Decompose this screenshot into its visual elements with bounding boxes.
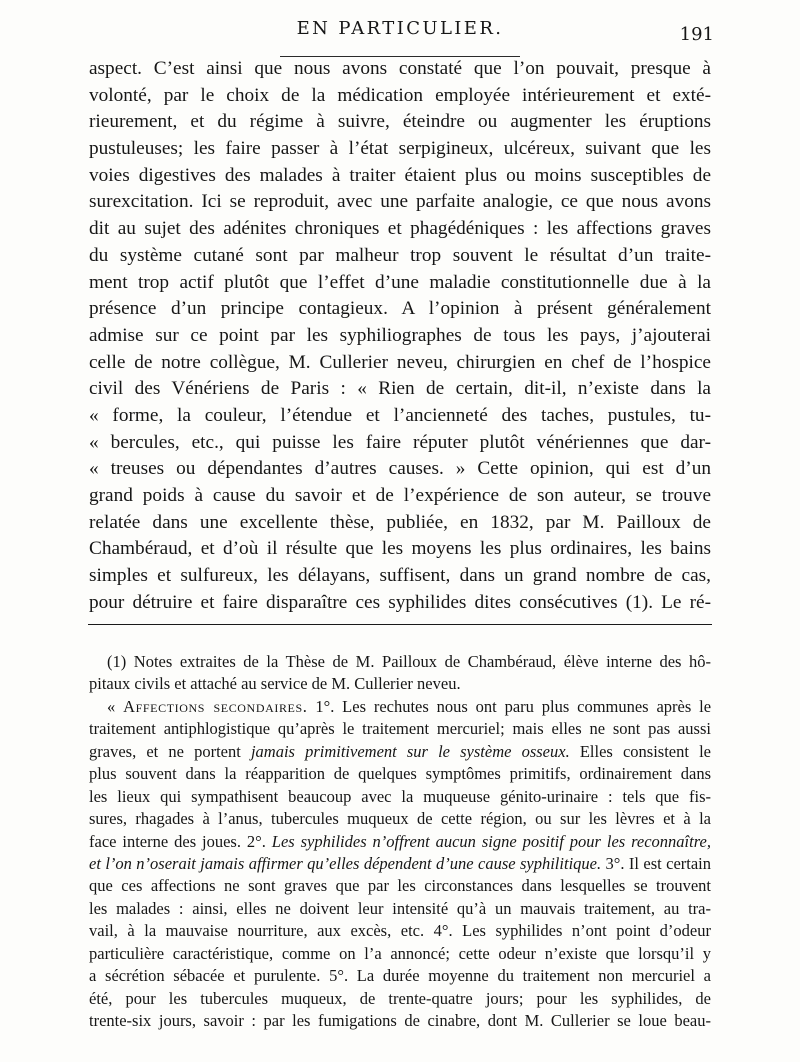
text-line: du système cutané sont par malheur trop souvent le résultat d’un traite- (89, 244, 711, 266)
italic-text: Les syphilides n’offrent aucun signe positif pour les reconnaître, (271, 831, 711, 851)
text-line: relatée dans une excellente thèse, publiée, en 1832, par M. Pailloux de (89, 511, 711, 533)
footnote-line: (1) Notes extraites de la Thèse de M. Pailloux de Chambéraud, élève interne des hô- (107, 652, 711, 671)
footnote-line: les malades : ainsi, elles ne doivent leur intensité qu’à un mauvais traitement, au tra- (89, 898, 711, 918)
footnote-line (89, 741, 711, 763)
text-line: surexcitation. Ici se reproduit, avec une parfaite analogie, ce que nous avons (89, 191, 711, 213)
text-line: ment trop actif plutôt que l’effet d’une maladie constitutionnelle due à la (89, 271, 711, 293)
footnote-line: été, pour les tubercules muqueux, de trente-quatre jours; pour les syphilides, de (89, 988, 711, 1008)
footnote-text: 3°. Il est certain (601, 853, 711, 873)
footnote-line: a sécrétion sébacée et purulente. 5°. La durée moyenne du traitement non mercuriel a (89, 966, 711, 986)
text-line: présence d’un principe contagieux. A l’opinion à présent généralement (89, 298, 711, 320)
italic-text: jamais primitivement sur le système osseux. (250, 741, 570, 761)
text-line: aspect. C’est ainsi que nous avons constaté que l’on pouvait, presque à (89, 58, 711, 79)
text-line: celle de notre collègue, M. Cullerier neveu, chirurgien en chef de l’hospice (89, 351, 711, 373)
footnote-line: pitaux civils et attaché au service de M. Cullerier neveu. (89, 674, 461, 694)
text-line: admise sur ce point par les syphiliographes de tous les pays, j’ajouterai (89, 324, 711, 346)
running-header (0, 14, 800, 44)
footnote-line (89, 853, 711, 875)
footnote-line: trente-six jours, savoir : par les fumigations de cinabre, dont M. Cullerier se loue beau- (89, 1011, 711, 1030)
footnote-line: vail, à la mauvaise nourriture, aux excès, etc. 4°. Les syphilides n’ont point d’odeur (89, 921, 711, 941)
text-line: dit au sujet des adénites chroniques et phagédéniques : les affections graves (89, 218, 711, 240)
text-line: simples et sulfureux, les délayans, suffisent, dans un grand nombre de cas, (89, 565, 711, 587)
text-line: pour détruire et faire disparaître ces syphilides dites consécutives (1). Le ré- (89, 591, 711, 613)
footnote-text: face interne des joues. 2°. (89, 831, 272, 851)
footnote-text: 1°. Les rechutes nous ont paru plus communes après le (307, 696, 711, 716)
footnote-line: particulière caractéristique, comme on l’a annoncé; cette odeur n’existe que lorsqu’il y (89, 943, 711, 963)
text-line: volonté, par le choix de la médication employée intérieurement et exté- (89, 84, 711, 106)
italic-text: et l’on n’oserait jamais affirmer qu’elles dépendent d’une cause syphilitique. (89, 853, 602, 873)
footnote-line: les lieux qui sympathisent beaucoup avec la muqueuse génito-urinaire : tels que fis- (89, 786, 711, 806)
running-title: EN PARTICULIER. (296, 18, 504, 39)
footnote-line (89, 696, 711, 718)
text-line: « forme, la couleur, l’étendue et l’ancienneté des taches, pustules, tu- (89, 404, 711, 426)
text-line: « treuses ou dépendantes d’autres causes. » Cette opinion, qui est d’un (89, 458, 711, 480)
footnote-line (89, 831, 711, 853)
section-heading: Affections secondaires. (123, 696, 308, 716)
footnote-rule (88, 624, 712, 625)
footnote-line: sures, rhagades à l’anus, tubercules muqueux de cette région, ou sur les lèvres et à la (89, 809, 711, 829)
footnote-text: Elles consistent le (569, 741, 711, 761)
footnote-line: que ces affections ne sont graves que par les circonstances dans lesquelles se trouvent (89, 876, 711, 896)
footnote-line: plus souvent dans la réapparition de quelques symptômes primitifs, ordinairement dans (89, 764, 711, 784)
text-line: rieurement, et du régime à suivre, éteindre ou augmenter les éruptions (89, 111, 711, 133)
footnote-line: traitement antiphlogistique qu’après le traitement mercuriel; mais elles ne sont pas aussi (89, 719, 711, 739)
main-text-block (89, 56, 711, 616)
text-line: civil des Vénériens de Paris : « Rien de certain, dit-il, n’existe dans la (89, 378, 711, 400)
footnote-block (89, 651, 711, 1032)
text-line: voies digestives des malades à traiter étaient plus ou moins susceptibles de (89, 164, 711, 186)
quote-mark: « (107, 696, 124, 716)
footnote-text: graves, et ne portent (89, 741, 251, 761)
text-line: grand poids à cause du savoir et de l’expérience de son auteur, se trouve (89, 485, 711, 506)
text-line: pustuleuses; les faire passer à l’état serpigineux, ulcéreux, suivant que les (89, 138, 711, 160)
page-number: 191 (679, 24, 714, 45)
text-line: Chambéraud, et d’où il résulte que les moyens les plus ordinaires, les bains (89, 538, 711, 560)
text-line: « bercules, etc., qui puisse les faire réputer plutôt vénériennes que dar- (89, 431, 711, 453)
